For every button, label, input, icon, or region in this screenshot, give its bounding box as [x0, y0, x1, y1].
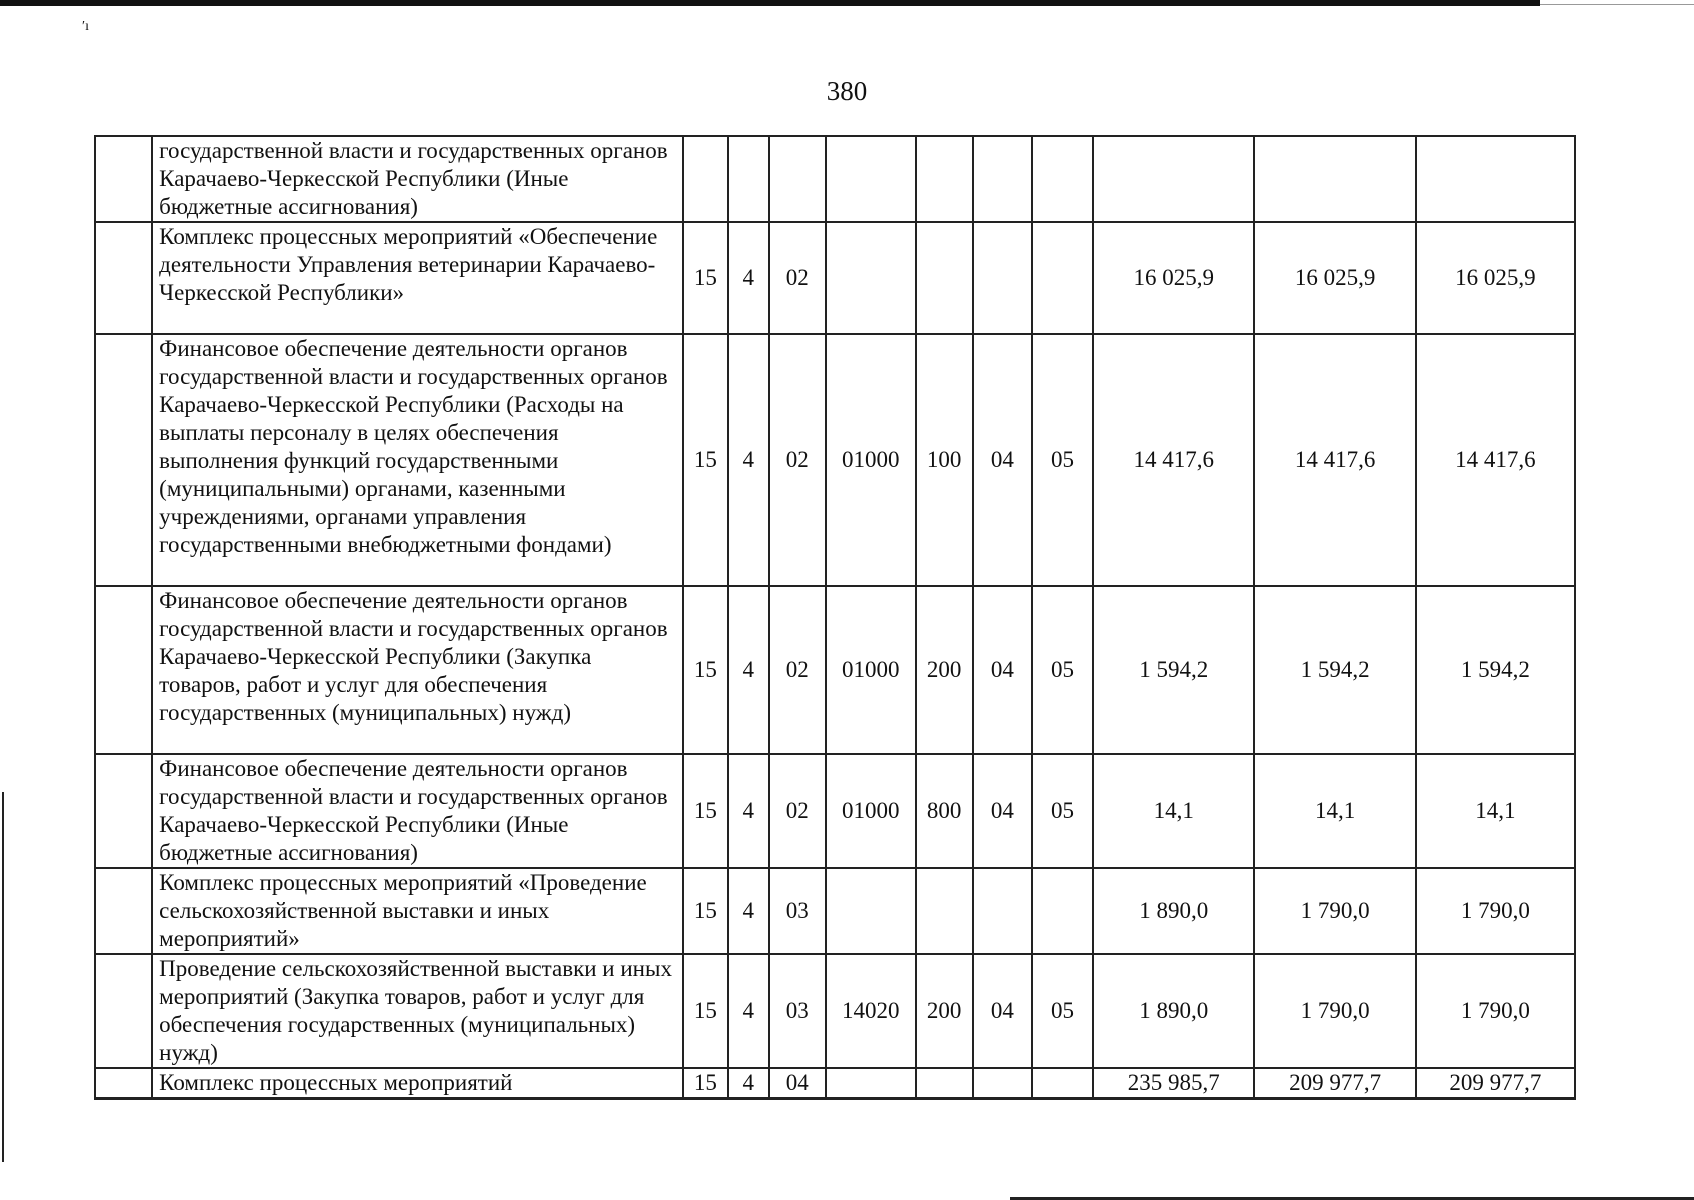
- row-name: Комплекс процессных мероприятий «Проведение сельскохозяйственной выставки и иных мероприятий»: [152, 868, 683, 954]
- code-direction: 01000: [826, 334, 916, 586]
- row-name: Комплекс процессных мероприятий: [152, 1068, 683, 1099]
- code-structure: 03: [769, 868, 826, 954]
- row-name: Финансовое обеспечение деятельности органов государственной власти и государственных органов Карачаево-Черкесской Республики (Расходы на выплаты персоналу в целях обеспечения выполнения функций государственными (муниципальными) органами, казенными учреждениями, органами управления государственными внебюджетными фондами): [152, 334, 683, 586]
- amount-year-2: 14 417,6: [1254, 334, 1415, 586]
- amount-year-3: 14 417,6: [1416, 334, 1575, 586]
- code-type: [728, 136, 769, 222]
- amount-year-1: [1093, 136, 1254, 222]
- amount-year-1: 235 985,7: [1093, 1068, 1254, 1099]
- code-expense-type: [916, 222, 973, 334]
- row-name: государственной власти и государственных органов Карачаево-Черкесской Республики (Иные бюджетные ассигнования): [152, 136, 683, 222]
- code-expense-type: [916, 136, 973, 222]
- code-subsection: [1032, 1068, 1093, 1099]
- code-type: 4: [728, 868, 769, 954]
- code-section: 04: [973, 586, 1032, 754]
- code-subsection: 05: [1032, 334, 1093, 586]
- code-gp: 15: [683, 222, 728, 334]
- row-name: Финансовое обеспечение деятельности органов государственной власти и государственных органов Карачаево-Черкесской Республики (Иные бюджетные ассигнования): [152, 754, 683, 868]
- code-structure: 02: [769, 222, 826, 334]
- top-scan-rule: [0, 0, 1540, 6]
- scan-edge-mark: [2, 792, 4, 1162]
- table-row: [95, 136, 1575, 222]
- row-marker-cell: [95, 222, 152, 334]
- code-expense-type: [916, 868, 973, 954]
- scan-corner-marks: ′ı: [82, 19, 89, 34]
- row-name: Финансовое обеспечение деятельности органов государственной власти и государственных органов Карачаево-Черкесской Республики (Закупка товаров, работ и услуг для обеспечения государственных (муниципальных) нужд): [152, 586, 683, 754]
- code-subsection: 05: [1032, 586, 1093, 754]
- table-row: [95, 868, 1575, 954]
- code-direction: [826, 868, 916, 954]
- code-gp: 15: [683, 1068, 728, 1099]
- code-section: [973, 136, 1032, 222]
- code-type: 4: [728, 222, 769, 334]
- table-row: [95, 754, 1575, 868]
- code-subsection: [1032, 868, 1093, 954]
- code-type: 4: [728, 954, 769, 1068]
- table-row: [95, 222, 1575, 334]
- amount-year-2: 1 790,0: [1254, 868, 1415, 954]
- amount-year-3: 1 790,0: [1416, 868, 1575, 954]
- code-section: [973, 868, 1032, 954]
- row-marker-cell: [95, 868, 152, 954]
- amount-year-2: [1254, 136, 1415, 222]
- code-structure: 03: [769, 954, 826, 1068]
- code-structure: 02: [769, 586, 826, 754]
- code-gp: 15: [683, 954, 728, 1068]
- row-name: Проведение сельскохозяйственной выставки и иных мероприятий (Закупка товаров, работ и услуг для обеспечения государственных (муниципальных) нужд): [152, 954, 683, 1068]
- code-structure: [769, 136, 826, 222]
- code-structure: 02: [769, 334, 826, 586]
- code-direction: [826, 1068, 916, 1099]
- code-structure: 04: [769, 1068, 826, 1099]
- code-direction: [826, 222, 916, 334]
- amount-year-2: 1 594,2: [1254, 586, 1415, 754]
- row-marker-cell: [95, 136, 152, 222]
- code-expense-type: 200: [916, 954, 973, 1068]
- code-gp: 15: [683, 334, 728, 586]
- code-subsection: 05: [1032, 754, 1093, 868]
- table-row: [95, 1068, 1575, 1099]
- row-marker-cell: [95, 1068, 152, 1099]
- row-marker-cell: [95, 954, 152, 1068]
- code-type: 4: [728, 334, 769, 586]
- amount-year-3: 16 025,9: [1416, 222, 1575, 334]
- amount-year-3: 209 977,7: [1416, 1068, 1575, 1099]
- page-number: 380: [826, 76, 868, 106]
- row-name: Комплекс процессных мероприятий «Обеспечение деятельности Управления ветеринарии Карачаево-Черкесской Республики»: [152, 222, 683, 334]
- amount-year-3: 1 594,2: [1416, 586, 1575, 754]
- row-marker-cell: [95, 754, 152, 868]
- amount-year-1: 16 025,9: [1093, 222, 1254, 334]
- table-row: [95, 334, 1575, 586]
- table-row: [95, 954, 1575, 1068]
- code-expense-type: 200: [916, 586, 973, 754]
- code-gp: 15: [683, 754, 728, 868]
- amount-year-2: 209 977,7: [1254, 1068, 1415, 1099]
- code-section: [973, 222, 1032, 334]
- code-gp: 15: [683, 868, 728, 954]
- code-type: 4: [728, 754, 769, 868]
- top-scan-rule-thin: [1540, 4, 1694, 5]
- amount-year-1: 1 594,2: [1093, 586, 1254, 754]
- code-expense-type: 800: [916, 754, 973, 868]
- code-gp: 15: [683, 586, 728, 754]
- code-section: 04: [973, 334, 1032, 586]
- code-section: 04: [973, 754, 1032, 868]
- code-direction: 14020: [826, 954, 916, 1068]
- code-section: 04: [973, 954, 1032, 1068]
- amount-year-1: 1 890,0: [1093, 954, 1254, 1068]
- amount-year-1: 1 890,0: [1093, 868, 1254, 954]
- amount-year-1: 14,1: [1093, 754, 1254, 868]
- code-subsection: [1032, 136, 1093, 222]
- code-direction: [826, 136, 916, 222]
- row-marker-cell: [95, 586, 152, 754]
- code-expense-type: [916, 1068, 973, 1099]
- amount-year-3: [1416, 136, 1575, 222]
- code-section: [973, 1068, 1032, 1099]
- code-structure: 02: [769, 754, 826, 868]
- code-expense-type: 100: [916, 334, 973, 586]
- code-gp: [683, 136, 728, 222]
- amount-year-2: 14,1: [1254, 754, 1415, 868]
- amount-year-3: 1 790,0: [1416, 954, 1575, 1068]
- amount-year-3: 14,1: [1416, 754, 1575, 868]
- code-subsection: [1032, 222, 1093, 334]
- budget-table: [94, 135, 1576, 1100]
- amount-year-2: 16 025,9: [1254, 222, 1415, 334]
- code-direction: 01000: [826, 754, 916, 868]
- code-type: 4: [728, 586, 769, 754]
- amount-year-1: 14 417,6: [1093, 334, 1254, 586]
- amount-year-2: 1 790,0: [1254, 954, 1415, 1068]
- code-subsection: 05: [1032, 954, 1093, 1068]
- table-row: [95, 586, 1575, 754]
- code-direction: 01000: [826, 586, 916, 754]
- row-marker-cell: [95, 334, 152, 586]
- code-type: 4: [728, 1068, 769, 1099]
